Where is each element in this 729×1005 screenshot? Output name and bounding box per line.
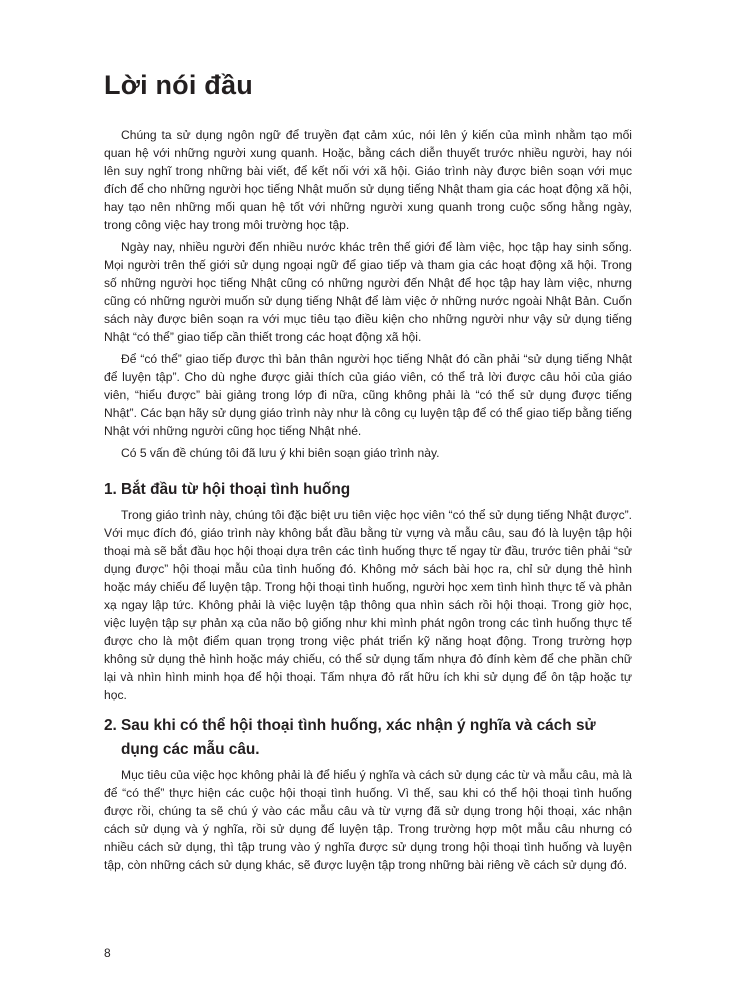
intro-paragraph: Có 5 vấn đề chúng tôi đã lưu ý khi biên soạn giáo trình này. xyxy=(121,446,440,460)
section-paragraph: Mục tiêu của việc học không phải là để hiểu ý nghĩa và cách sử dụng các từ và mẫu câu, mà là để “có thể” thực hiện các cuộc hội thoại tình huống. Vì thế, sau khi có thể hội thoại tình huống được rồi, chúng ta sẽ chú ý vào các mẫu câu và từ vựng đã sử dụng trong hội thoại, xác nhận cách sử dụng và ý nghĩa, rồi sử dụng để luyện tập. Trong trường hợp một mẫu câu nhưng có nhiều cách sử dụng, thì tập trung vào ý nghĩa được sử dụng trong hội thoại tình huống và luyện tập, còn những cách sử dụng khác, sẽ được luyện tập trong những bài riêng về cách sử dụng đó. xyxy=(104,768,632,872)
section-heading-text: Bắt đầu từ hội thoại tình huống xyxy=(121,481,351,498)
page-title: Lời nói đầu xyxy=(104,70,253,100)
intro-section xyxy=(104,126,632,466)
section-heading xyxy=(104,478,632,502)
section-heading xyxy=(104,714,632,762)
section-heading-text: Sau khi có thể hội thoại tình huống, xác nhận ý nghĩa và cách sử dụng các mẫu câu. xyxy=(121,717,596,758)
section-2 xyxy=(104,714,632,878)
section-paragraph: Trong giáo trình này, chúng tôi đặc biệt ưu tiên việc học viên “có thể sử dụng tiếng Nhật được”. Với mục đích đó, giáo trình này không bắt đầu bằng từ vựng và mẫu câu, sau đó là luyện tập hội thoại mà sẽ bắt đầu học hội thoại dựa trên các tình huống thực tế ngay từ đầu, trước tiên phải “sử dụng được” hội thoại mẫu của tình huống đó. Không mở sách bài học ra, chỉ sử dụng thẻ hình hoặc máy chiếu để luyện tập. Trong hội thoại tình huống, người học xem tình hình thực tế và phản xạ ngay lập tức. Không phải là việc luyện tập thông qua nhìn sách rồi hội thoại. Trong giờ học, việc luyện tập sự phản xạ của não bộ giống như khi mình phát ngôn trong các tình huống thực tế được cho là một điểm quan trọng trong việc phát triển kỹ năng hoạt động. Trong trường hợp không sử dụng thẻ hình hoặc máy chiếu, có thể sử dụng tấm nhựa đỏ đính kèm để che phần chữ lại và nhìn hình minh họa để hội thoại. Tấm nhựa đỏ rất hữu ích khi sử dụng để ôn tập hoặc tự học. xyxy=(104,508,632,702)
intro-paragraph: Chúng ta sử dụng ngôn ngữ để truyền đạt cảm xúc, nói lên ý kiến của mình nhằm tạo mối quan hệ với những người xung quanh. Hoặc, bằng cách diễn thuyết trước nhiều người, hay nói lên suy nghĩ trong những bài viết, để kết nối với xã hội. Giáo trình này được biên soạn với mục đích để cho những người học tiếng Nhật muốn sử dụng tiếng Nhật tham gia các hoạt động xã hội, hay tạo nên những mối quan hệ tốt với những người xung quanh trong cuộc sống hằng ngày, trong công việc hay trong môi trường học tập. xyxy=(104,128,632,232)
intro-paragraph: Để “có thể” giao tiếp được thì bản thân người học tiếng Nhật đó cần phải “sử dụng tiếng Nhật để luyện tập”. Cho dù nghe được giải thích của giáo viên, có thể trả lời được câu hỏi của giáo viên, “hiểu được” bài giảng trong lớp đi nữa, cũng không phải là “có thể sử dụng được tiếng Nhật”. Các bạn hãy sử dụng giáo trình này như là công cụ luyện tập để có thể giao tiếp bằng tiếng Nhật với những người cũng học tiếng Nhật nhé. xyxy=(104,352,632,438)
section-number: 1. xyxy=(104,481,117,498)
section-1 xyxy=(104,478,632,708)
section-number: 2. xyxy=(104,717,117,734)
page-number: 8 xyxy=(104,946,111,960)
intro-paragraph: Ngày nay, nhiều người đến nhiều nước khác trên thế giới để làm việc, học tập hay sinh sống. Mọi người trên thế giới sử dụng ngoại ngữ để giao tiếp và tham gia các hoạt động xã hội. Trong số những người học tiếng Nhật cũng có những người đến Nhật để học tập hay làm việc, nhưng cũng có những người muốn sử dụng tiếng Nhật để làm việc ở những nước ngoài Nhật Bản. Cuốn sách này được biên soạn ra với mục tiêu tạo điều kiện cho những người như vậy sử dụng tiếng Nhật “có thể” giao tiếp cần thiết trong các hoạt động xã hội. xyxy=(104,240,632,344)
